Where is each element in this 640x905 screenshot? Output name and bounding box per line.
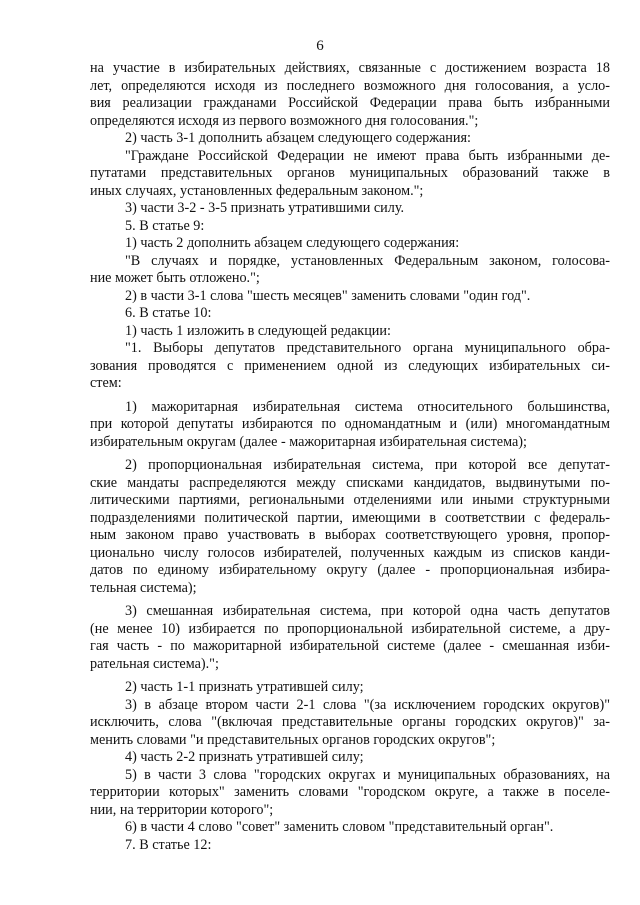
text-line: рательная система)."; <box>90 655 219 672</box>
text-line: (не менее 10) избирается по пропорциональной избирательной системе, а дру- <box>90 620 610 637</box>
text-line: лет, определяются исходя из последнего возможного дня голосования, а усло- <box>90 77 610 94</box>
text-line: ным законом право участвовать в выборах соответствующего уровня, пропор- <box>90 527 610 543</box>
page-number: 6 <box>316 38 324 54</box>
document-body <box>90 60 610 854</box>
text-line: 2) пропорциональная избирательная система, при которой все депутат- <box>125 457 610 473</box>
text-line: тельная система); <box>90 579 197 596</box>
text-line: датов по единому избирательному округу (далее - пропорциональная избира- <box>90 562 610 578</box>
text-line: при которой депутаты избираются по одномандатным и (или) многомандатным <box>90 416 610 432</box>
text-line: стем: <box>90 375 122 391</box>
text-line: территории которых" заменить словами "городском округе, а также в поселе- <box>90 784 610 800</box>
text-line: ские мандаты распределяются между списками кандидатов, выдвинутыми по- <box>90 474 610 491</box>
text-line: 2) часть 1-1 признать утратившей силу; <box>125 679 364 695</box>
text-line: менить словами "и представительных органов городских округов"; <box>90 731 496 748</box>
text-line: 1) часть 1 изложить в следующей редакции: <box>125 322 391 339</box>
text-line: "1. Выборы депутатов представительного органа муниципального обра- <box>125 340 610 356</box>
text-line: определяются исходя из первого возможного дня голосования."; <box>90 112 479 129</box>
text-line: ционально числу голосов избирателей, полученных каждым из списков канди- <box>90 544 610 561</box>
text-line: 3) в абзаце втором части 2-1 слова "(за исключением городских округов)" <box>125 696 610 713</box>
text-line: 6. В статье 10: <box>125 305 212 321</box>
text-line: иных случаях, установленных федеральным законом."; <box>90 182 424 199</box>
text-line: подразделениями политической партии, имеющими в соответствии с федераль- <box>90 509 610 526</box>
text-line: на участие в избирательных действиях, связанные с достижением возраста 18 <box>90 60 610 76</box>
text-line: избирательным округам (далее - мажоритарная избирательная система); <box>90 433 527 450</box>
text-line: нии, на территории которого"; <box>90 801 274 818</box>
text-line: 1) мажоритарная избирательная система относительного большинства, <box>125 398 610 415</box>
text-line: 5. В статье 9: <box>125 217 205 234</box>
text-line: исключить, слова "(включая представительные органы городских округов)" за- <box>90 714 610 730</box>
text-line: 2) часть 3-1 дополнить абзацем следующего содержания: <box>125 130 471 146</box>
text-line: путатами представительных органов муниципальных образований также в <box>90 165 610 181</box>
text-line: 4) часть 2-2 признать утратившей силу; <box>125 749 364 765</box>
text-line: 3) части 3-2 - 3-5 признать утратившими силу. <box>125 200 405 216</box>
text-line: зования проводятся с применением одной из следующих избирательных си- <box>90 357 610 374</box>
text-line: 1) часть 2 дополнить абзацем следующего содержания: <box>125 235 460 251</box>
text-line: ние может быть отложено."; <box>90 270 260 286</box>
text-line: 2) в части 3-1 слова "шесть месяцев" заменить словами "один год". <box>125 287 531 304</box>
text-line: 5) в части 3 слова "городских округах и муниципальных образованиях, на <box>125 766 610 783</box>
text-line: гая часть - по мажоритарной избирательной системе (далее - смешанная изби- <box>90 638 610 654</box>
text-line: литическими партиями, региональными отделениями или иными структурными <box>90 492 610 508</box>
text-line: 3) смешанная избирательная система, при которой одна часть депутатов <box>125 603 610 619</box>
text-line: 6) в части 4 слово "совет" заменить словом "представительный орган". <box>125 819 554 835</box>
text-line: "В случаях и порядке, установленных Федеральным законом, голосова- <box>125 252 610 269</box>
text-line: "Граждане Российской Федерации не имеют права быть избранными де- <box>125 147 610 164</box>
text-line: 7. В статье 12: <box>125 836 212 853</box>
text-line: вия реализации гражданами Российской Федерации права быть избранными <box>90 95 610 111</box>
